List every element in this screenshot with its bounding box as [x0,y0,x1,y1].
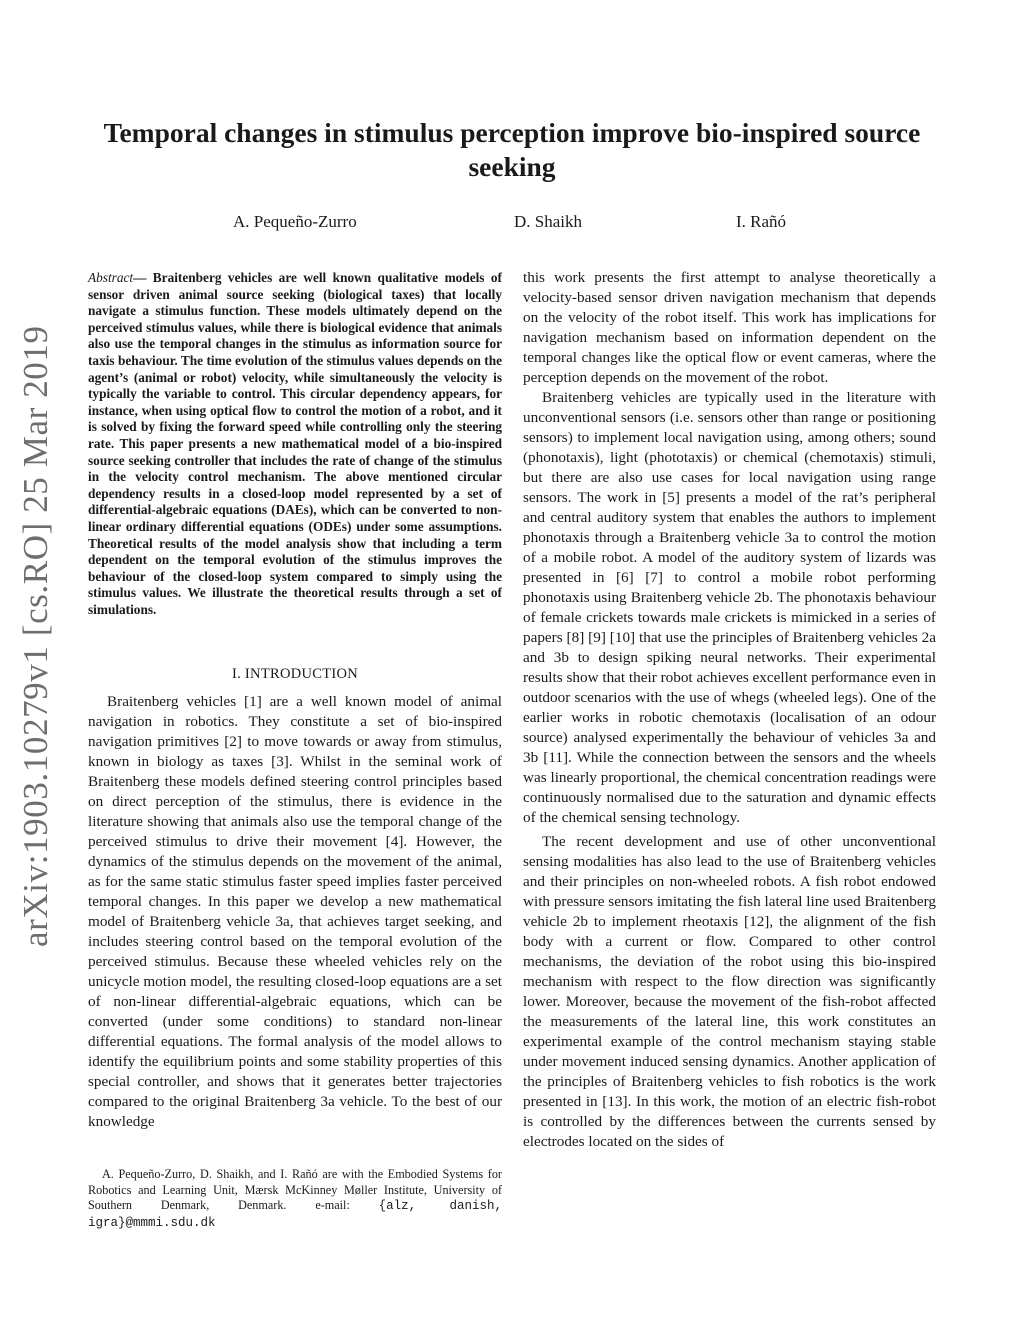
arxiv-stamp-text: arXiv:1903.10279v1 [cs.RO] 25 Mar 2019 [16,325,55,947]
author-footnote [88,1167,502,1231]
paragraph: The recent development and use of other unconventional sensing modalities has also lead to the use of Braitenberg vehicles and their principles on non-wheeled robots. A fish robot endowed with pressure sensors imitating the fish lateral line used Braitenberg vehicle 2b to implement rheotaxis [12], the alignment of the fish body with a current or flow. Compared to other control mechanisms, the deviation of the robot using this bio-inspired mechanism with respect to the flow direction was significantly lower. Moreover, because the movement of the fish-robot affected the measurements of the lateral line, this work constitutes an experimental example of the control mechanism staying stable under movement induced sensing dynamics. Another application of the principles of Braitenberg vehicles to fish robotics is the work presented in [13]. In this work, the motion of an electric fish-robot is controlled by the differences between the currents sensed by electrodes located on the sides of [523,833,936,1150]
author-list [0,212,1024,236]
footnote-email: {alz, danish, igra}@mmmi.sdu.dk [88,1199,502,1230]
paragraph: this work presents the first attempt to analyse theoretically a velocity-based sensor driven navigation mechanism that depends on the velocity of the robot itself. This work has implications for navigation mechanism based on information dependent on the temporal changes like the optical flow or event cameras, where the perception depends on the movement of the robot. [523,269,936,386]
abstract [88,270,502,618]
author-name: A. Pequeño-Zurro [233,212,357,231]
introduction-text [88,692,502,1132]
footnote-text: A. Pequeño-Zurro, D. Shaikh, and I. Rañó are with the Embodied Systems for Robotics and Learning Unit, Mærsk McKinney Møller Institute, University of Southern Denmark, Denmark. e-mail: [88,1167,502,1212]
abstract-label: Abstract [88,270,134,285]
right-column-text [523,268,936,1152]
author-name: D. Shaikh [514,212,582,231]
paragraph: Braitenberg vehicles [1] are a well known model of animal navigation in robotics. They constitute a set of bio-inspired navigation primitives [2] to move towards or away from stimulus, known in biology as taxes [3]. Whilst in the seminal work of Braitenberg these models defined steering control principles based on direct perception of the stimulus, there is evidence in the literature showing that animals also use the temporal change of the perceived stimulus to drive their movement [4]. However, the dynamics of the stimulus depends on the movement of the animal, as for the same static stimulus faster speed implies faster perceived temporal changes. In this paper we develop a new mathematical model of Braitenberg vehicle 3a, that achieves target seeking, and includes steering control based on the temporal evolution of the perceived stimulus. Because these wheeled vehicles rely on the unicycle motion model, the resulting closed-loop equations are a set of non-linear differential-algebraic equations, which can be converted (under some conditions) to standard non-linear differential equations. The formal analysis of the model allows to identify the equilibrium points and some stability properties of this special controller, and shows that it generates better trajectories compared to the original Braitenberg 3a vehicle. To the best of our knowledge [88,693,502,1130]
section-heading: I. INTRODUCTION [231,666,359,682]
abstract-text: — Braitenberg vehicles are well known qualitative models of sensor driven animal source seeking (biological taxes) that locally navigate a stimulus function. These models ultimately depend on the perceived stimulus values, while there is biological evidence that animals also use the temporal changes in the stimulus as information source for taxis behaviour. The time evolution of the stimulus values depends on the agent’s (animal or robot) velocity, while simultaneously the velocity is typically the variable to control. This circular dependency appears, for instance, when using optical flow to control the motion of a robot, and it is solved by fixing the forward speed while controlling only the steering rate. This paper presents a new mathematical model of a bio-inspired source seeking controller that includes the rate of change of the stimulus in the velocity control mechanism. The above mentioned circular dependency results in a closed-loop model represented by a set of differential-algebraic equations (DAEs), which can be converted to non-linear ordinary differential equations (ODEs) under some assumptions. Theoretical results of the model analysis show that including a term dependent on the temporal evolution of the stimulus improves the behaviour of the closed-loop system compared to simply using the stimulus values. We illustrate the theoretical results through a set of simulations. [88,270,502,617]
author-name: I. Rañó [736,212,787,231]
paper-title: Temporal changes in stimulus perception improve bio-inspired source seeking [103,117,921,182]
paragraph: Braitenberg vehicles are typically used in the literature with unconventional sensors (i.e. sensors other than range or positioning sensors) to implement local navigation using, among others; sound (phonotaxis), light (phototaxis) or chemical (chemotaxis) stimuli, but there are also use cases for local navigation using range sensors. The work in [5] presents a model of the rat’s peripheral and central auditory system that enables the authors to implement phonotaxis through a Braitenberg vehicle 3a to control the motion of a mobile robot. A model of the auditory system of lizards was presented in [6] [7] to control a mobile robot performing phonotaxis using Braitenberg vehicle 2b. The phonotaxis behaviour of female crickets towards male crickets is mimicked in a series of papers [8] [9] [10] that use the principles of Braitenberg vehicles 2a and 3b to design spiking neural networks. Their experimental results show that their robot achieves excellent performance even in outdoor scenarios with the use of whegs (wheeled legs). One of the earlier works in robotic chemotaxis (localisation of an odour source) analysed experimentally the behaviour of vehicles 3a and 3b [11]. While the connection between the sensors and the wheels was linearly proportional, the chemical concentration readings were continuously normalised due to the saturation and dynamic effects of the chemical sensing technology. [523,389,936,826]
